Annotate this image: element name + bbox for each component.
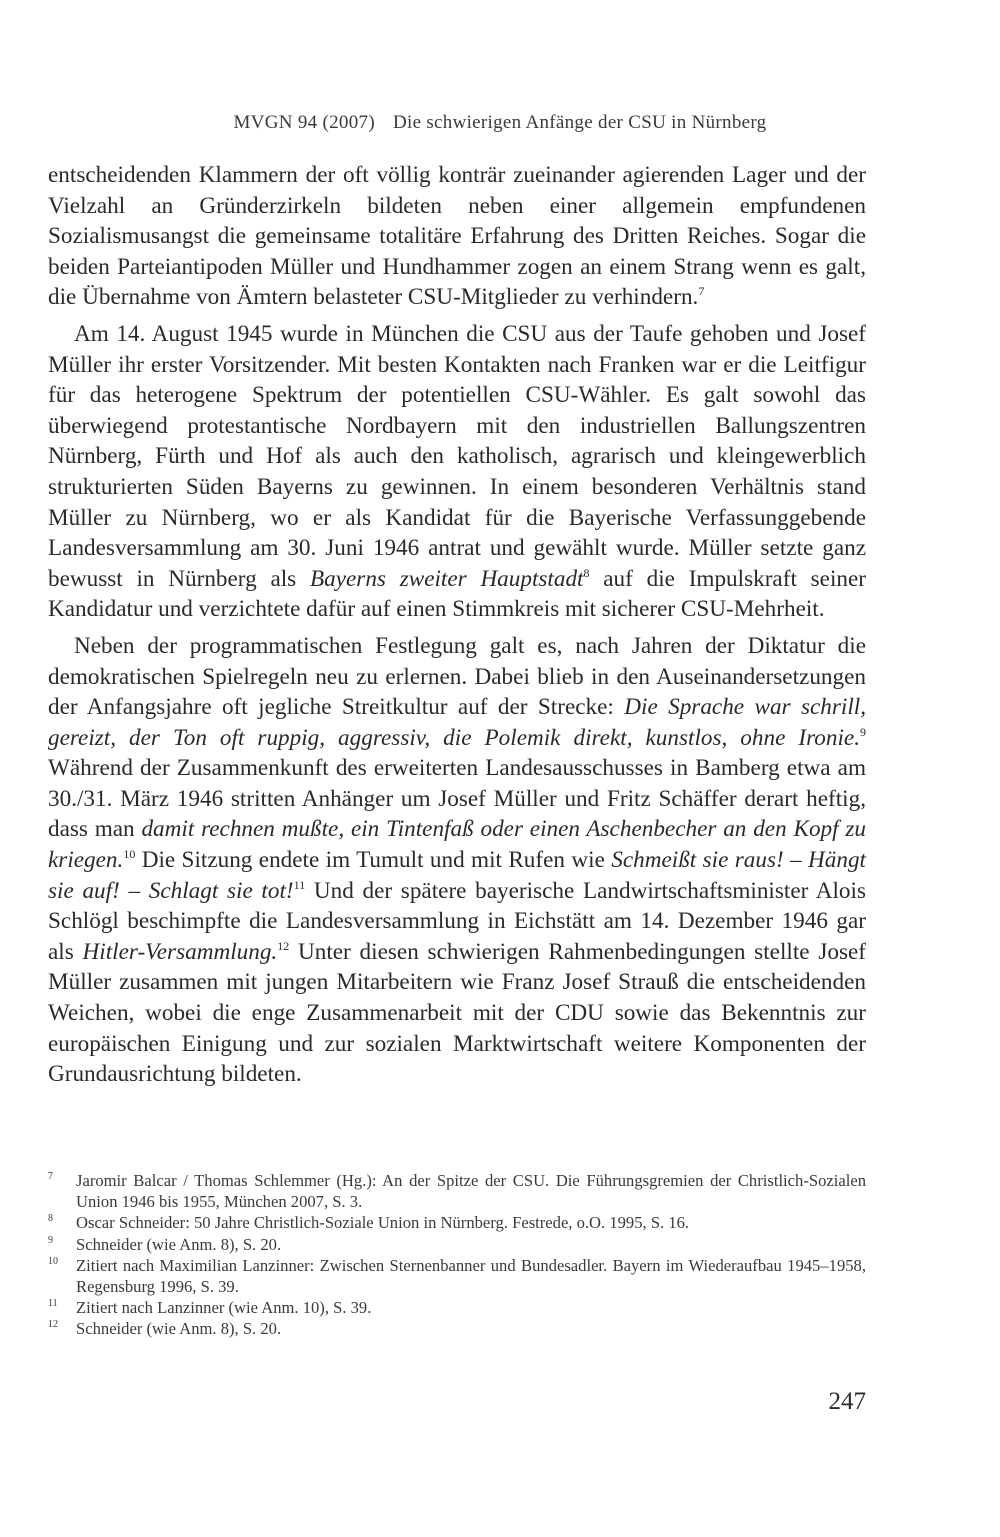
italic-quote: Die Sprache war schrill, gereizt, der Ton oft ruppig, aggressiv, die Polemik direkt, kunstlos, ohne Ironie. <box>48 694 866 751</box>
text-run: Am 14. August 1945 wurde in München die CSU aus der Taufe gehoben und Josef Müller ihr erster Vorsitzender. Mit besten Kontakten nach Franken war er die Leitfigur für das heterogene Spektrum der potentiellen CSU-Wähler. Es galt sowohl das überwiegend protestantische Nordbayern mit den industriellen Ballungszentren Nürnberg, Fürth und Hof als auch den katholisch, agrarisch und kleingewerblich strukturierten Süden Bayerns zu gewinnen. In einem besonderen Verhältnis stand Müller zu Nürnberg, wo er als Kandidat für die Bayerische Verfassunggebende Landesversammlung am 30. Juni 1946 antrat und gewählt wurde. Müller setzte ganz bewusst in Nürnberg als <box>48 320 866 592</box>
text-run: Unter diesen schwierigen Rahmenbedingungen stellte Josef Müller zusammen mit jungen Mitarbeitern wie Franz Josef Strauß die entscheidenden Weichen, wobei die enge Zusammenarbeit mit der CDU sowie das Bekenntnis zur europäischen Einigung und zur sozialen Marktwirtschaft weitere Komponenten der Grundausrichtung bildeten. <box>48 938 866 1088</box>
footnote-text: Oscar Schneider: 50 Jahre Christlich-Soziale Union in Nürnberg. Festrede, o.O. 1995, S. 16. <box>76 1213 690 1233</box>
footnote-number: 10 <box>48 1255 58 1267</box>
italic-quote: Hitler-Versammlung. <box>82 938 278 965</box>
footnote-ref: 7 <box>698 284 705 299</box>
paragraph <box>48 631 866 1090</box>
paragraph <box>48 319 866 625</box>
footnote-text: Schneider (wie Anm. 8), S. 20. <box>76 1234 282 1254</box>
article-title: Die schwierigen Anfänge der CSU in Nürnberg <box>392 112 767 133</box>
italic-quote: Schmeißt sie raus! – Hängt sie auf! – Schlagt sie tot! <box>48 847 866 904</box>
footnote-ref: 11 <box>293 877 306 892</box>
footnote-number: 12 <box>48 1319 58 1331</box>
footnote-number: 8 <box>48 1213 53 1225</box>
italic-quote: Bayerns zweiter Hauptstadt <box>309 565 584 592</box>
footnote-text: Schneider (wie Anm. 8), S. 20. <box>76 1319 282 1339</box>
paragraph <box>48 160 866 313</box>
footnote-ref: 10 <box>123 847 136 862</box>
footnote-number: 9 <box>48 1234 53 1246</box>
text-run: Neben der programmatischen Festlegung galt es, nach Jahren der Diktatur die demokratischen Spielregeln neu zu erlernen. Dabei blieb in den Auseinandersetzungen der Anfangsjahre oft jegliche Streitkultur auf der Strecke: <box>48 632 866 721</box>
text-run: auf die Impulskraft seiner Kandidatur und verzichtete dafür auf einen Stimmkreis mit sicherer CSU-Mehrheit. <box>48 565 867 623</box>
footnote <box>48 1212 866 1233</box>
footnote <box>48 1318 866 1339</box>
footnote-ref: 9 <box>860 724 866 739</box>
footnote <box>48 1255 866 1297</box>
text-run: Und der spätere bayerische Landwirtschaftsminister Alois Schlögl beschimpfte die Landesversammlung in Eichstätt am 14. Dezember 1946 gar als <box>48 877 866 965</box>
footnote-text: Zitiert nach Lanzinner (wie Anm. 10), S. 39. <box>76 1298 372 1318</box>
footnote-ref: 12 <box>277 938 290 953</box>
footnote-number: 7 <box>48 1171 53 1182</box>
running-head <box>0 112 1000 134</box>
text-run: Die Sitzung endete im Tumult und mit Rufen wie <box>135 847 612 874</box>
footnote <box>48 1170 866 1212</box>
journal-reference: MVGN 94 (2007) <box>233 112 375 133</box>
footnote-ref: 8 <box>583 565 590 580</box>
body-text <box>48 160 866 1090</box>
page-number: 247 <box>828 1388 866 1415</box>
footnote <box>48 1234 866 1255</box>
footnote <box>48 1297 866 1318</box>
text-run: entscheidenden Klammern der oft völlig konträr zueinander agierenden Lager und der Vielzahl an Gründerzirkeln bildeten neben einer allgemein empfundenen Sozialismusangst die gemeinsame totalitäre Erfahrung des Dritten Reiches. Sogar die beiden Parteiantipoden Müller und Hundhammer zogen an einem Strang wenn es galt, die Übernahme von Ämtern belasteter CSU-Mitglieder zu verhindern. <box>48 162 866 311</box>
footnote-text: Jaromir Balcar / Thomas Schlemmer (Hg.): An der Spitze der CSU. Die Führungsgremien der Christlich-Sozialen Union 1946 bis 1955, München 2007, S. 3. <box>76 1171 866 1212</box>
footnote-text: Zitiert nach Maximilian Lanzinner: Zwischen Sternenbanner und Bundesadler. Bayern im Wiederaufbau 1945–1958, Regensburg 1996, S. 39. <box>76 1255 866 1297</box>
footnote-number: 11 <box>48 1298 58 1310</box>
italic-quote: damit rechnen mußte, ein Tintenfaß oder einen Aschenbecher an den Kopf zu kriegen. <box>48 816 866 874</box>
text-run: Während der Zusammenkunft des erweiterten Landesausschusses in Bamberg etwa am 30./31. März 1946 stritten Anhänger um Josef Müller und Fritz Schäffer derart heftig, dass man <box>48 755 866 843</box>
footnotes <box>48 1170 866 1340</box>
